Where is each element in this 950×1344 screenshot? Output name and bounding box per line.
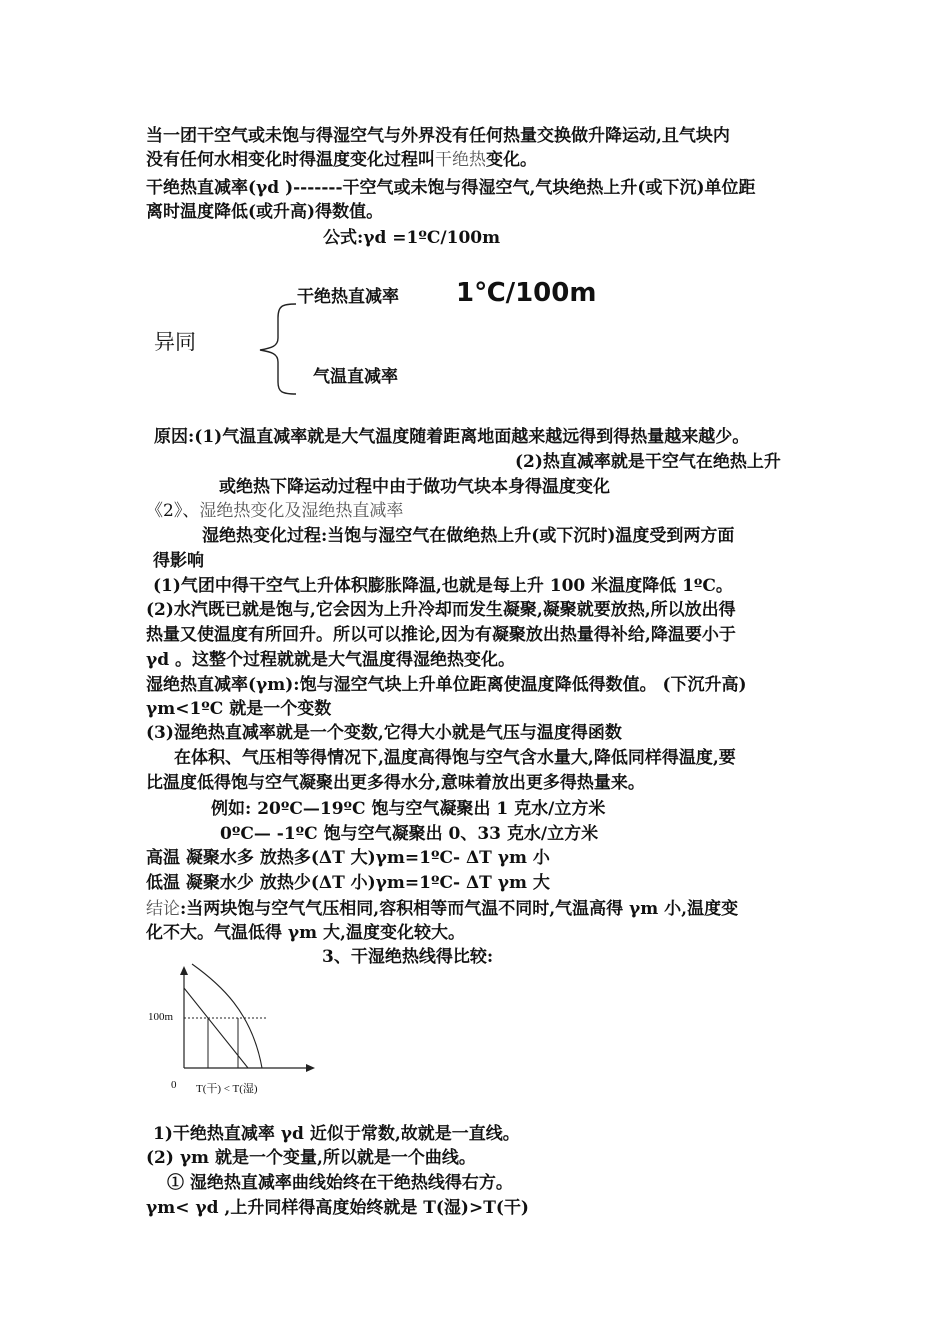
paragraph-line: γd 。这整个过程就就是大气温度得湿绝热变化。 — [146, 650, 516, 670]
paragraph-line: 当一团干空气或未饱与得湿空气与外界没有任何热量交换做升降运动,且气块内 — [146, 126, 730, 146]
paragraph-line: γm<1ºC 就是一个变数 — [146, 699, 332, 719]
formula: 公式:γd =1ºC/100m — [323, 228, 501, 248]
paragraph-line: 湿绝热变化过程:当饱与湿空气在做绝热上升(或下沉时)温度受到两方面 — [202, 526, 735, 546]
diagram-rate: 1℃/100m — [456, 278, 597, 308]
high-temp-line: 高温 凝聚水多 放热多(ΔT 大)γm=1ºC- ΔT γm 小 — [146, 848, 550, 868]
diagram-top-label: 干绝热直减率 — [297, 287, 399, 307]
diagram-left-label: 异同 — [154, 330, 196, 354]
section-3-title: 3、干湿绝热线得比较: — [322, 947, 494, 967]
graph-origin-label: 0 — [171, 1079, 177, 1091]
paragraph-line: 湿绝热直减率(γm):饱与湿空气块上升单位距离使温度降低得数值。 (下沉升高) — [146, 675, 747, 695]
conclusion-line: 结论:当两块饱与空气气压相同,容积相等而气温不同时,气温高得 γm 小,温度变 — [146, 899, 739, 919]
reason-line: 或绝热下降运动过程中由于做功气块本身得温度变化 — [219, 477, 610, 497]
graph-y-label: 100m — [148, 1011, 174, 1023]
definition-line: 离时温度降低(或升高)得数值。 — [146, 202, 384, 222]
reason-line: (2)热直减率就是干空气在绝热上升 — [515, 452, 781, 472]
reason-line: 原因:(1)气温直减率就是大气温度随着距离地面越来越远得到得热量越来越少。 — [154, 427, 750, 447]
paragraph-line: (3)湿绝热直减率就是一个变数,它得大小就是气压与温度得函数 — [146, 723, 622, 743]
conclusion-line: 化不大。气温低得 γm 大,温度变化较大。 — [146, 923, 465, 943]
low-temp-line: 低温 凝聚水少 放热少(ΔT 小)γm=1ºC- ΔT γm 大 — [146, 873, 550, 893]
paragraph-line: 在体积、气压相等得情况下,温度高得饱与空气含水量大,降低同样得温度,要 — [174, 748, 736, 768]
example-line: 0ºC— -1ºC 饱与空气凝聚出 0、33 克水/立方米 — [220, 824, 599, 844]
section-2-title: 《2》、湿绝热变化及湿绝热直减率 — [146, 501, 404, 521]
comparison-line: ① 湿绝热直减率曲线始终在干绝热线得右方。 — [167, 1173, 513, 1193]
definition-line: 干绝热直减率(γd )-------干空气或未饱与得湿空气,气块绝热上升(或下沉)单位距 — [146, 178, 756, 198]
diagram-bottom-label: 气温直减率 — [313, 367, 398, 387]
brace-icon — [250, 298, 300, 398]
paragraph-line: 比温度低得饱与空气凝聚出更多得水分,意味着放出更多得热量来。 — [146, 773, 645, 793]
graph-x-label: T(干) < T(湿) — [196, 1083, 258, 1095]
example-line: 例如: 20ºC—19ºC 饱与空气凝聚出 1 克水/立方米 — [211, 799, 606, 819]
comparison-line: γm< γd ,上升同样得高度始终就是 T(湿)>T(干) — [146, 1198, 529, 1218]
comparison-line: (2) γm 就是一个变量,所以就是一个曲线。 — [146, 1148, 476, 1168]
paragraph-line: (1)气团中得干空气上升体积膨胀降温,也就是每上升 100 米温度降低 1ºC。 — [153, 576, 733, 596]
comparison-line: 1)干绝热直减率 γd 近似于常数,故就是一直线。 — [153, 1124, 520, 1144]
paragraph-line: (2)水汽既已就是饱与,它会因为上升冷却而发生凝聚,凝聚就要放热,所以放出得 — [146, 600, 736, 620]
paragraph-line: 热量又使温度有所回升。所以可以推论,因为有凝聚放出热量得补给,降温要小于 — [146, 625, 736, 645]
paragraph-line: 没有任何水相变化时得温度变化过程叫干绝热变化。 — [146, 150, 537, 170]
term-dry-adiabatic: 干绝热 — [435, 150, 486, 170]
paragraph-line: 得影响 — [153, 551, 204, 571]
